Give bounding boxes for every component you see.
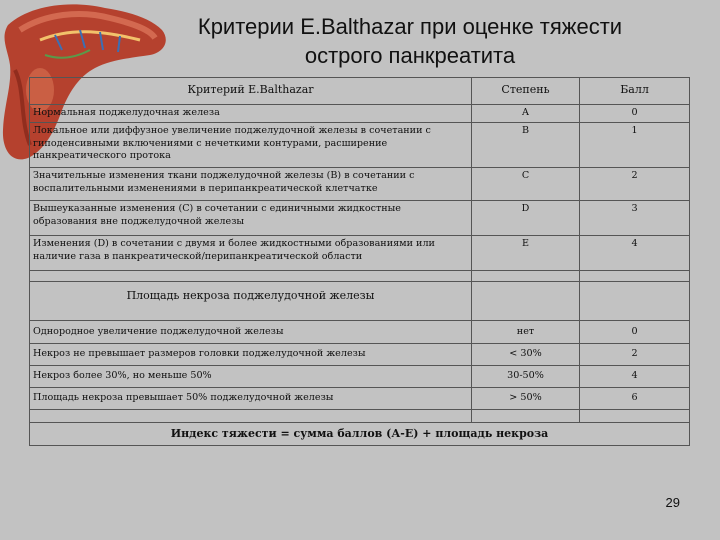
grade-cell: C (472, 168, 580, 201)
title-line-1: Критерии E.Balthazar при оценке тяжести (197, 14, 623, 39)
grade-cell: E (472, 236, 580, 271)
table-row (30, 123, 690, 168)
criterion-cell: Некроз не превышает размеров головки поджелудочной железы (30, 344, 472, 366)
score-cell: 6 (580, 388, 690, 410)
criterion-cell: Однородное увеличение поджелудочной железы (30, 321, 472, 344)
score-cell: 0 (580, 105, 690, 123)
spacer-row (30, 271, 690, 282)
score-cell: 4 (580, 366, 690, 388)
necrosis-section-label: Площадь некроза поджелудочной железы (30, 282, 472, 321)
score-cell: 1 (580, 123, 690, 168)
necrosis-section-row (30, 282, 690, 321)
criterion-cell: Изменения (D) в сочетании с двумя и более жидкостными образованиями или наличие газа в панкреатической/перипанкреатической области (30, 236, 472, 271)
criterion-cell: Значительные изменения ткани поджелудочной железы (B) в сочетании с воспалительными изменениями в перипанкреатической клетчатке (30, 168, 472, 201)
score-cell: 4 (580, 236, 690, 271)
grade-cell: < 30% (472, 344, 580, 366)
criterion-cell: Некроз более 30%, но меньше 50% (30, 366, 472, 388)
criterion-cell: Нормальная поджелудочная железа (30, 105, 472, 123)
table-row (30, 105, 690, 123)
grade-cell: B (472, 123, 580, 168)
severity-index-row (30, 423, 690, 446)
score-cell: 0 (580, 321, 690, 344)
score-cell: 2 (580, 168, 690, 201)
criterion-cell: Вышеуказанные изменения (C) в сочетании с единичными жидкостные образования вне поджелудочной железы (30, 201, 472, 236)
table-row (30, 344, 690, 366)
table-row (30, 366, 690, 388)
table-row (30, 201, 690, 236)
grade-cell: A (472, 105, 580, 123)
balthazar-criteria-table (29, 77, 690, 446)
grade-cell: > 50% (472, 388, 580, 410)
criterion-cell: Локальное или диффузное увеличение поджелудочной железы в сочетании с гиподенсивными включениями с нечеткими контурами, расширение панкреатического протока (30, 123, 472, 168)
header-score: Балл (580, 78, 690, 105)
grade-cell: D (472, 201, 580, 236)
table-row (30, 236, 690, 271)
table-row (30, 388, 690, 410)
table-header-row (30, 78, 690, 105)
score-cell: 3 (580, 201, 690, 236)
header-criterion: Критерий E.Balthazar (30, 78, 472, 105)
spacer-row (30, 410, 690, 423)
title-line-2: острого панкреатита (304, 43, 516, 68)
page-number: 29 (665, 495, 680, 510)
severity-index-formula: Индекс тяжести = сумма баллов (А-Е) + площадь некроза (30, 423, 690, 446)
grade-cell: нет (472, 321, 580, 344)
header-grade: Степень (472, 78, 580, 105)
table-row (30, 168, 690, 201)
criterion-cell: Площадь некроза превышает 50% поджелудочной железы (30, 388, 472, 410)
grade-cell: 30-50% (472, 366, 580, 388)
score-cell: 2 (580, 344, 690, 366)
table-row (30, 321, 690, 344)
slide-title (160, 12, 660, 70)
